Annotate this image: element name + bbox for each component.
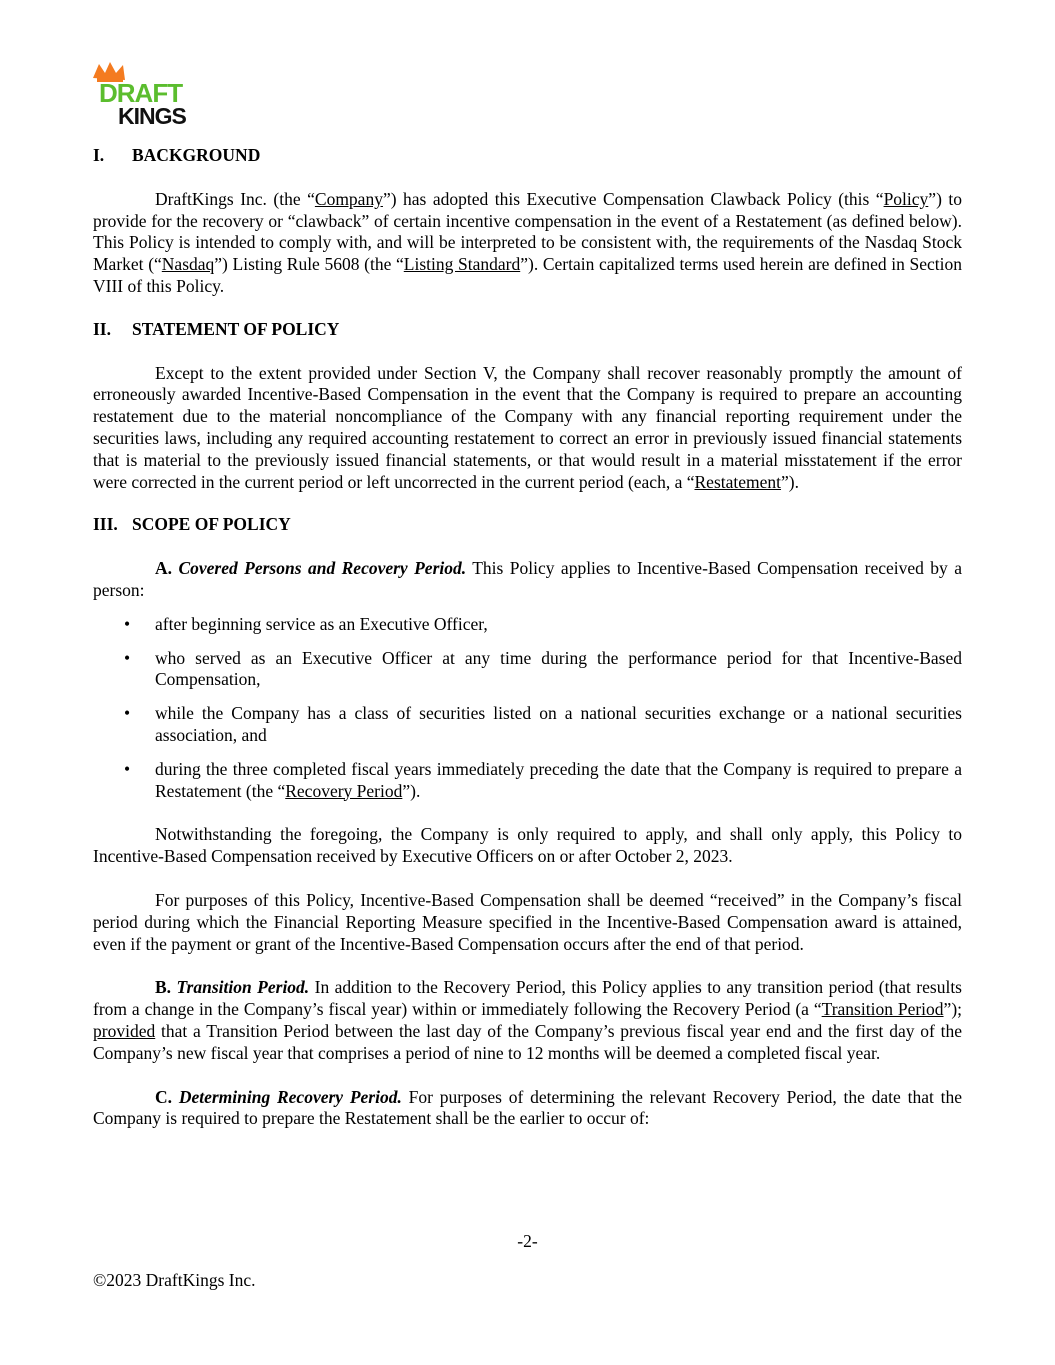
subsection-title: Transition Period.	[176, 977, 310, 998]
defined-term-nasdaq: Nasdaq	[161, 254, 215, 275]
list-item: • after beginning service as an Executive Officer,	[124, 613, 488, 634]
defined-term-listing-standard: Listing Standard	[403, 254, 521, 275]
copyright-notice: ©2023 DraftKings Inc.	[93, 1270, 256, 1290]
section-heading-scope	[93, 514, 962, 536]
document-body	[93, 145, 962, 1130]
logo-text-kings: KINGS	[118, 103, 186, 126]
list-item: • while the Company has a class of securities listed on a national securities exchange or a national securities association, and	[124, 703, 962, 745]
subsection-label: C.	[155, 1086, 173, 1107]
draftkings-logo	[91, 60, 215, 126]
section-heading-background	[93, 145, 962, 167]
subsection-b-paragraph: B. Transition Period. In addition to the Recovery Period, this Policy applies to any transition period (that results from a change in the Company’s fiscal year) within or immediately following the Recovery Period (a “Transition Period”); provided that a Transition Period between the last day of the Company’s previous fiscal year end and the first day of the Company’s new fiscal year that comprises a period of nine to 12 months will be deemed a completed fiscal year.	[93, 977, 963, 1063]
logo-text-draft: DRAFT	[99, 78, 183, 108]
defined-term-restatement: Restatement	[694, 471, 782, 492]
statement-paragraph: Except to the extent provided under Section V, the Company shall recover reasonably promptly the amount of erroneously awarded Incentive-Based Compensation in the event that the Company is required to prepare an accounting restatement due to the material noncompliance of the Company with any financial reporting requirement under the securities laws, including any required accounting restatement to correct an error in previously issued financial statements that is material to the previously issued financial statements, or that would result in a material misstatement if the error were corrected in the current period or left uncorrected in the current period (each, a “Restatement”).	[93, 362, 962, 492]
section-title: STATEMENT OF POLICY	[132, 318, 340, 339]
bullet-icon: •	[124, 613, 131, 634]
defined-term-policy: Policy	[883, 188, 929, 209]
subsection-a-paragraph: A. Covered Persons and Recovery Period. This Policy applies to Incentive-Based Compensation received by a person:	[93, 558, 963, 600]
section-title: SCOPE OF POLICY	[132, 514, 291, 535]
subsection-c-paragraph: C. Determining Recovery Period. For purposes of determining the relevant Recovery Period, the date that the Company is required to prepare the Restatement shall be the earlier to occur of:	[93, 1086, 962, 1129]
received-definition-paragraph: For purposes of this Policy, Incentive-Based Compensation shall be deemed “received” in the Company’s fiscal period during which the Financial Reporting Measure specified in the Incentive-Based Compensation award is attained, even if the payment or grant of the Incentive-Based Compensation occurs after the end of that period.	[93, 889, 962, 954]
subsection-title: Covered Persons and Recovery Period.	[178, 558, 467, 579]
subsection-label: A.	[155, 558, 173, 579]
section-number: I.	[93, 145, 105, 165]
list-item: • during the three completed fiscal years immediately preceding the date that the Company is required to prepare a Restatement (the “Recovery Period”).	[124, 758, 962, 801]
bullet-icon: •	[124, 758, 131, 779]
subsection-label: B.	[155, 977, 172, 998]
crown-icon	[91, 60, 215, 126]
defined-term-recovery-period: Recovery Period	[285, 780, 403, 801]
subsection-title: Determining Recovery Period.	[178, 1086, 402, 1107]
page-number: -2-	[517, 1231, 538, 1251]
bullet-icon: •	[124, 703, 131, 724]
bullet-icon: •	[124, 647, 131, 668]
section-heading-statement	[93, 319, 962, 341]
list-item: • who served as an Executive Officer at any time during the performance period for that Incentive-Based Compensation,	[124, 647, 962, 690]
notwithstanding-paragraph: Notwithstanding the foregoing, the Company is only required to apply, and shall only apply, this Policy to Incentive-Based Compensation received by Executive Officers on or after October 2, 2023.	[93, 824, 962, 867]
provided-term: provided	[93, 1020, 156, 1041]
background-paragraph: DraftKings Inc. (the “Company”) has adopted this Executive Compensation Clawback Policy (this “Policy”) to provide for the recovery or “clawback” of certain incentive compensation in the event of a Restatement (as defined below). This Policy is intended to comply with, and will be interpreted to be consistent with, the requirements of the Nasdaq Stock Market (“Nasdaq”) Listing Rule 5608 (the “Listing Standard”). Certain capitalized terms used herein are defined in Section VIII of this Policy.	[93, 188, 962, 296]
defined-term-transition-period: Transition Period	[821, 999, 944, 1020]
section-number: II.	[93, 318, 111, 339]
section-number: III.	[93, 514, 118, 535]
defined-term-company: Company	[314, 188, 383, 209]
section-title: BACKGROUND	[132, 145, 261, 165]
covered-persons-list	[93, 614, 962, 803]
